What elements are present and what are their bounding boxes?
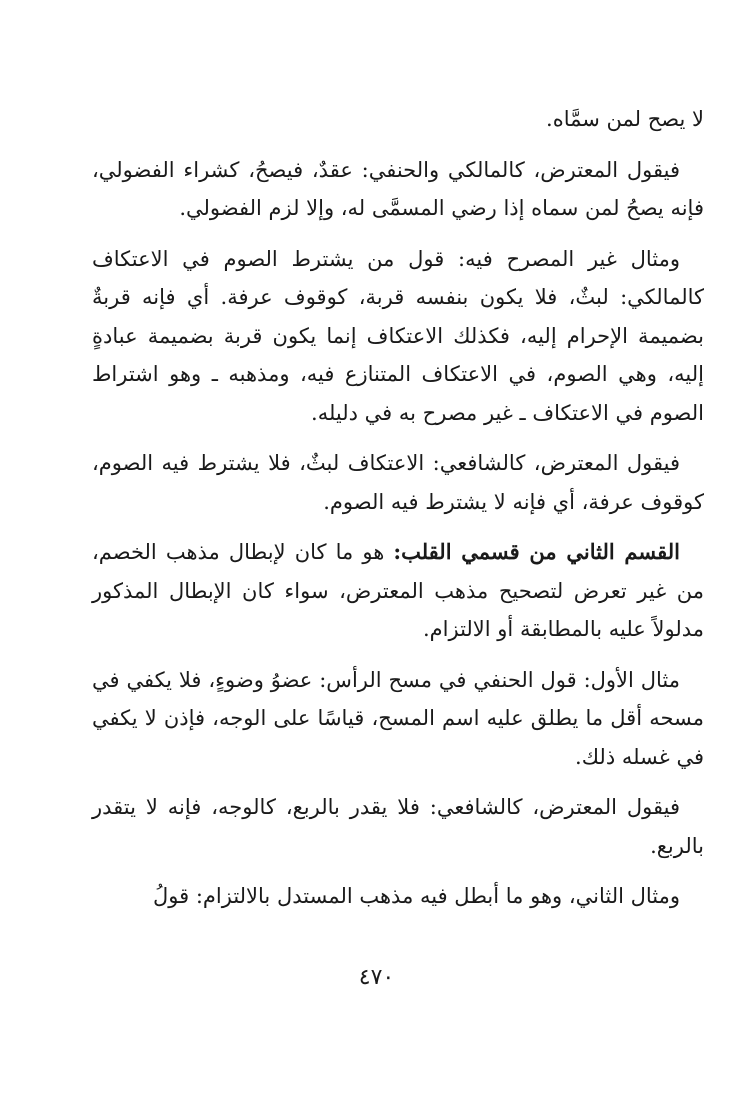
document-body: [92, 100, 704, 928]
paragraph-5: [92, 533, 704, 649]
paragraph-5-text: هو ما كان لإبطال مذهب الخصم، من غير تعرض لتصحيح مذهب المعترض، سواء كان الإبطال المذكور مدلولاً عليه بالمطابقة أو الالتزام.: [92, 540, 704, 641]
paragraph-2: فيقول المعترض، كالمالكي والحنفي: عقدٌ، فيصحُ، كشراء الفضولي، فإنه يصحُ لمن سماه إذا رضي المسمَّى له، وإلا لزم الفضولي.: [92, 157, 704, 220]
paragraph-3: ومثال غير المصرح فيه: قول من يشترط الصوم في الاعتكاف كالمالكي: لبثٌ، فلا يكون بنفسه قربة، كوقوف عرفة. أي فإنه قربةٌ بضميمة الإحرام إليه، فكذلك الاعتكاف إنما يكون قربة بضميمة عبادةٍ إليه، وهي الصوم، في الاعتكاف المتنازع فيه، ومذهبه ـ وهو اشتراط الصوم في الاعتكاف ـ غير مصرح به في دليله.: [92, 246, 704, 425]
section-heading: القسم الثاني من قسمي القلب:: [393, 539, 680, 564]
paragraph-8: ومثال الثاني، وهو ما أبطل فيه مذهب المستدل بالالتزام: قولُ: [153, 884, 680, 908]
paragraph-7: فيقول المعترض، كالشافعي: فلا يقدر بالربع، كالوجه، فإنه لا يتقدر بالربع.: [92, 795, 704, 858]
paragraph-6: مثال الأول: قول الحنفي في مسح الرأس: عضوُ وضوءٍ، فلا يكفي في مسحه أقل ما يطلق عليه اسم المسح، قياسًا على الوجه، فإذن لا يكفي في غسله ذلك.: [92, 667, 704, 769]
paragraph-4: فيقول المعترض، كالشافعي: الاعتكاف لبثٌ، فلا يشترط فيه الصوم، كوقوف عرفة، أي فإنه لا يشترط فيه الصوم.: [92, 451, 704, 514]
page-number: ٤٧٠: [358, 965, 395, 990]
paragraph-1: لا يصح لمن سمَّاه.: [546, 107, 704, 131]
